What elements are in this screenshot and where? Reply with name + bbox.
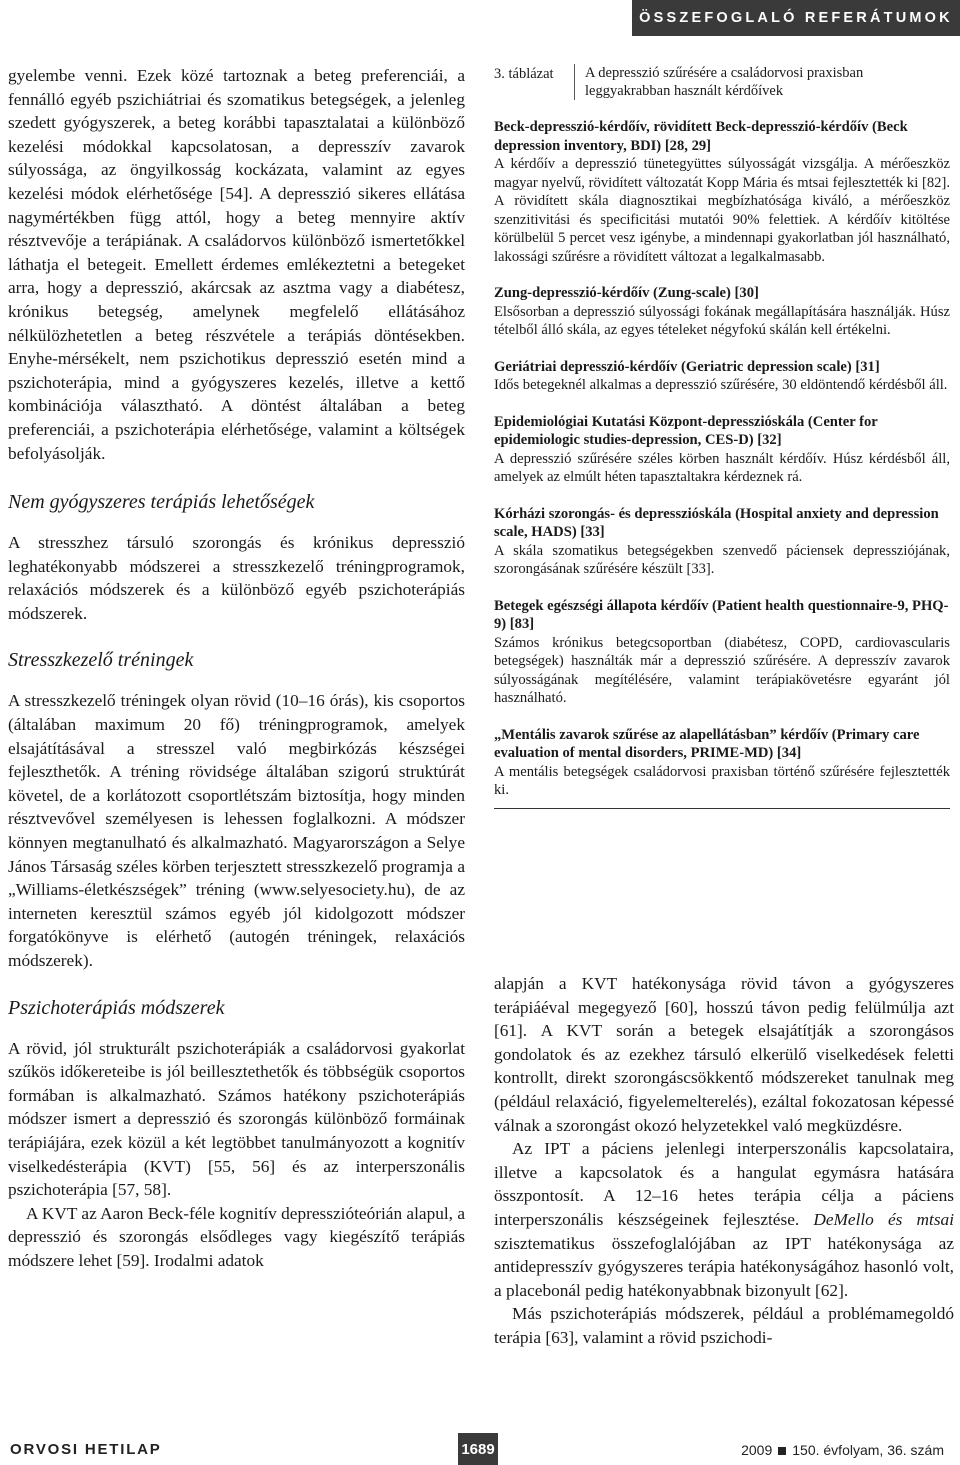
table-caption bbox=[494, 64, 950, 100]
section-heading: Stresszkezelő tréningek bbox=[8, 649, 194, 672]
table-entry bbox=[494, 413, 950, 487]
paragraph: gyelembe venni. Ezek közé tartoznak a beteg preferenciái, a fennálló egyéb pszichiátriai és szomatikus betegségek, a jelenleg szedett gyógyszerek, a beteg korábbi tapasztalatai a különböző kezelési módokkal kapcsolatosan, a depresszív zavarok súlyossága, az öngyilkosság kockázata, valamint az egyes kezelési módok elérhetősége [54]. A depresszió sikeres ellátása nagymértékben függ attól, hogy a beteg mennyire aktív résztvevője a terápiának. A családorvos különböző ismertetőkkel láthatja el betegeit. Emellett érdemes emlékeztetni a betegeket arra, hogy a depresszió, akárcsak az asztma vagy a diabétesz, krónikus betegség, amelynek megfelelő ellátásához nélkülözhetetlen a beteg részvétele a terápiás döntésekben. Enyhe-mérsékelt, nem pszichotikus depresszió esetén mind a pszichoterápia, mind a gyógyszeres kezelés, illetve a kettő kombinációja választható. A döntést általában a beteg preferenciái, a pszichoterápia elérhetősége, valamint a költségek befolyásolják. bbox=[8, 66, 465, 463]
paragraph: alapján a KVT hatékonysága rövid távon a gyógyszeres terápiáéval megegyező [60], hosszú távon pedig felülmúlja azt [61]. A KVT során a betegek elsajátítják a szorongásos gondolatok és az ezekhez társuló elkerülő viselkedések feletti kontrollt, direkt szorongáscsökkentő módszereket tanulnak meg (például relaxáció, figyelemelterelés), ezáltal fokozatosan képessé válnak a szorongást okozó helyzetekkel való megküzdésre. bbox=[494, 974, 954, 1135]
table-entries bbox=[494, 118, 950, 800]
issue-year: 2009 bbox=[741, 1442, 773, 1458]
paragraph bbox=[494, 1137, 954, 1302]
page-number: 1689 bbox=[461, 1441, 495, 1458]
entry-body: Elsősorban a depresszió súlyossági fokának megállapítására használják. Húsz tételből álló skála, az egyes tételeket négyfokú skálán kell értékelni. bbox=[494, 303, 950, 338]
paragraph-part: szisztematikus összefoglalójában az IPT hatékonysága az antidepresszív gyógyszeres terápia hatékonyságához hasonló volt, a placebonál pedig hatékonyabbnak bizonyult [62]. bbox=[494, 1233, 954, 1300]
section-heading: Pszichoterápiás módszerek bbox=[8, 996, 225, 1019]
table-entry bbox=[494, 284, 950, 340]
journal-name: ORVOSI HETILAP bbox=[10, 1441, 162, 1458]
paragraph: Más pszichoterápiás módszerek, például a problémamegoldó terápia [63], valamint a rövid pszichodi- bbox=[494, 1304, 954, 1347]
entry-heading: Beck-depresszió-kérdőív, rövidített Beck-depresszió-kérdőív (Beck depression inventory, BDI) [28, 29] bbox=[494, 119, 908, 154]
running-header bbox=[0, 0, 960, 36]
table-entry bbox=[494, 597, 950, 708]
entry-heading: Kórházi szorongás- és depresszióskála (Hospital anxiety and depression scale, HADS) [33] bbox=[494, 505, 939, 540]
issue-info bbox=[741, 1442, 944, 1458]
questionnaire-table bbox=[494, 64, 950, 809]
left-column bbox=[8, 64, 465, 1273]
entry-body: A mentális betegségek családorvosi praxisban történő szűrésére fejlesztették ki. bbox=[494, 763, 950, 798]
entry-heading: Zung-depresszió-kérdőív (Zung-scale) [30] bbox=[494, 285, 759, 301]
entry-body: A kérdőív a depresszió tünetegyüttes súlyosságát vizsgálja. A mérőeszköz magyar nyelvű, rövidített változatát Kopp Mária és mtsai fejlesztették ki [82]. A rövidített skála diagnosztikai megbízhatósága kiváló, a mérőeszköz szenzitivitási és specificitási mutatói 90% felettiek. A kérdőív kitöltése körülbelül 5 percet vesz igénybe, a mindennapi gyakorlatban jól használható, lakossági szűrésre a rövidített változat a legalkalmasabb. bbox=[494, 156, 950, 265]
paragraph: A rövid, jól strukturált pszichoterápiák a családorvosi gyakorlat szűkös időkereteibe is jól beillesztethetők és többségük csoportos formában is alkalmazható. Számos hatékony pszichoterápiás módszer ismert a depresszió és szorongás különböző formáinak terápiájára, ezek közül a két legtöbbet tanulmányozott a kognitív viselkedésterápia (KVT) [55, 56] és az interperszonális pszichoterápia [57, 58]. bbox=[8, 1038, 465, 1200]
square-bullet-icon bbox=[778, 1447, 786, 1455]
entry-heading: Epidemiológiai Kutatási Központ-depresszióskála (Center for epidemiologic studies-depression, CES-D) [32] bbox=[494, 413, 878, 448]
table-entry bbox=[494, 505, 950, 579]
paragraph: A stresszhez társuló szorongás és krónikus depresszió leghatékonyabb módszerei a stresszkezelő tréningprogramok, relaxációs módszerek és a különböző egyéb pszichoterápiás módszerek. bbox=[8, 533, 465, 623]
section-heading: Nem gyógyszeres terápiás lehetőségek bbox=[8, 491, 315, 514]
right-column bbox=[494, 972, 954, 1350]
page-footer bbox=[0, 1433, 960, 1465]
paragraph: A stresszkezelő tréningek olyan rövid (10–16 órás), kis csoportos (általában maximum 20 fő) tréningprogramok, amelyek elsajátításával a stresszel való megbirkózás készségei fejleszthetők. A tréning rövidsége általában szigorú struktúrát követel, de a korlátozott csoportlétszám biztosítja, hogy minden résztvevővel személyesen is lehessen foglalkozni. A módszer könnyen megtanulható és alkalmazható. Magyarországon a Selye János Társaság széles körben terjesztett stresszkezelő programja a „Williams-életkészségek” tréning (www.selyesociety.hu), de az interneten keresztül számos egyéb jól kidolgozott módszer forgatókönyve is elérhető (autogén tréningek, relaxációs módszerek). bbox=[8, 691, 465, 970]
entry-body: A depresszió szűrésére széles körben használt kérdőív. Húsz kérdésből áll, amelyek az elmúlt héten tapasztaltakra kérdeznek rá. bbox=[494, 450, 950, 485]
paragraph: A KVT az Aaron Beck-féle kognitív depresszióteórián alapul, a depresszió és szorongás elsődleges vagy kiegészítő terápiás módszere lehet [59]. Irodalmi adatok bbox=[8, 1203, 465, 1270]
entry-body: Számos krónikus betegcsoportban (diabétesz, COPD, cardiovascularis betegségek) használták már a depresszió szűrésére. A depresszív zavarok súlyosságának megítélésére, valamint terápiakövetésre egyaránt jól használható. bbox=[494, 634, 950, 706]
entry-heading: Geriátriai depresszió-kérdőív (Geriatric depression scale) [31] bbox=[494, 358, 880, 375]
section-title: ÖSSZEFOGLALÓ REFERÁTUMOK bbox=[639, 10, 953, 26]
table-caption-text: A depresszió szűrésére a családorvosi praxisban leggyakrabban használt kérdőívek bbox=[574, 64, 950, 100]
entry-body: Idős betegeknél alkalmas a depresszió szűrésére, 30 eldöntendő kérdésből áll. bbox=[494, 377, 948, 393]
table-entry bbox=[494, 118, 950, 266]
issue-volume: 150. évfolyam, 36. szám bbox=[792, 1442, 944, 1458]
author-citation: DeMello és mtsai bbox=[813, 1209, 954, 1229]
entry-body: A skála szomatikus betegségekben szenvedő páciensek depressziójának, szorongásának szűrésére készült [33]. bbox=[494, 542, 950, 577]
entry-heading: „Mentális zavarok szűrése az alapellátásban” kérdőív (Primary care evaluation of mental disorders, PRIME-MD) [34] bbox=[494, 726, 920, 761]
paragraph-part: Az IPT a páciens jelenlegi interperszonális kapcsolataira, illetve a kapcsolatok és a hangulat egymásra hatására összpontosít. A 12–16 hetes terápia célja a páciens interperszonális készségeinek fejlesztése. bbox=[494, 1139, 954, 1229]
table-number: 3. táblázat bbox=[494, 66, 554, 82]
table-entry bbox=[494, 726, 950, 800]
entry-heading: Betegek egészségi állapota kérdőív (Patient health questionnaire-9, PHQ-9) [83] bbox=[494, 597, 949, 632]
table-entry bbox=[494, 358, 950, 395]
